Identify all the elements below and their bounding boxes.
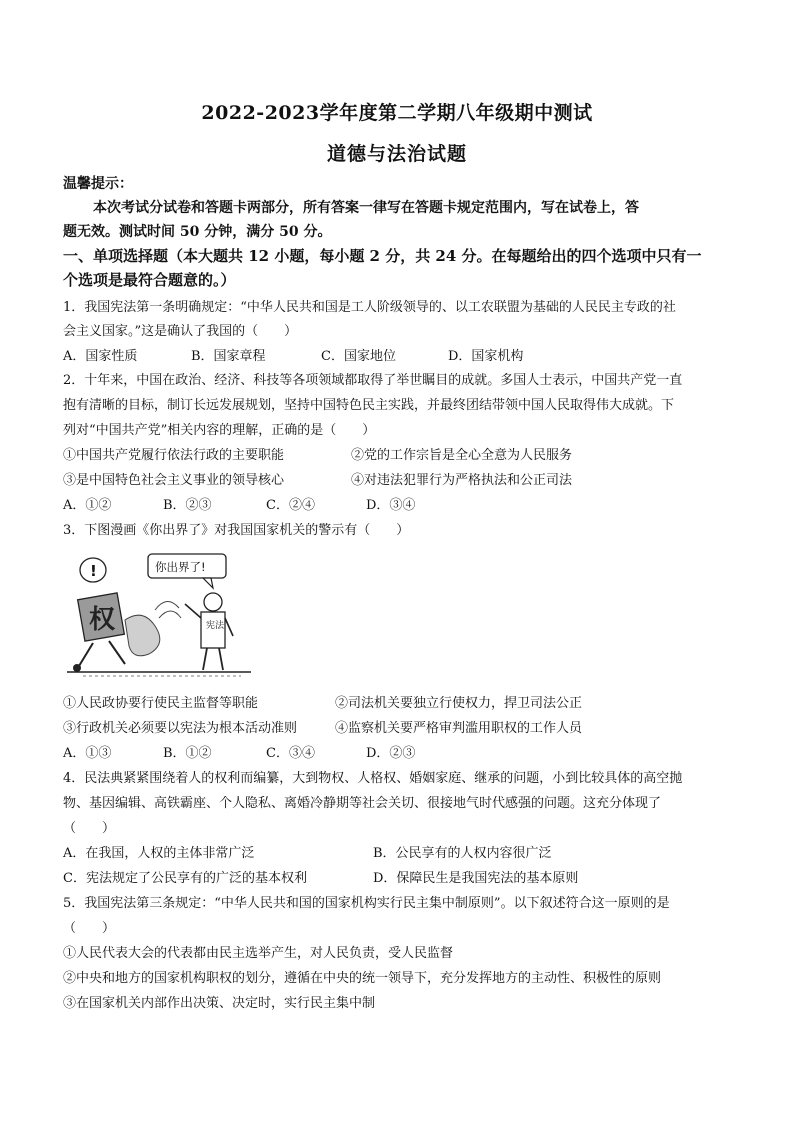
svg-text:!: ! [90,562,97,580]
q3-stem: 3．下图漫画《你出界了》对我国国家机关的警示有（ ） [63,523,410,538]
cartoon-bubble-text: 你出界了! [155,560,206,574]
section-heading-line-1: 一、单项选择题（本大题共 12 小题，每小题 2 分，共 24 分。在每题给出的四个选项中只有一 [63,247,702,265]
q1-option-b: B．国家章程 [191,349,266,364]
q1-stem-line-2: 会主义国家。”这是确认了我国的（ ） [63,324,298,339]
cartoon-law-label: 宪法 [206,621,225,631]
q2-stem-line-1: 2．十年来，中国在政治、经济、科技等各项领域都取得了举世瞩目的成就。多国人士表示，中国共产党一直 [63,373,683,388]
exam-title: 2022-2023学年度第二学期八年级期中测试 [201,102,593,124]
q2-option-d: D．③④ [366,498,416,513]
q1-option-c: C．国家地位 [321,349,396,364]
q4-option-b: B．公民享有的人权内容很广泛 [373,846,552,861]
tips-line-2: 题无效。测试时间 50 分钟，满分 50 分。 [63,224,332,240]
section-heading-line-2: 个选项是最符合题意的。） [63,271,236,289]
q3-statement-2: ②司法机关要独立行使权力，捍卫司法公正 [335,696,583,711]
q2-stem-line-3: 列对“中国共产党”相关内容的理解，正确的是（ ） [63,423,376,438]
q3-statement-4: ④监察机关要严格审判滥用职权的工作人员 [335,721,583,736]
q3-option-d: D．②③ [366,746,416,761]
q4-option-d: D．保障民生是我国宪法的基本原则 [373,871,579,886]
q4-stem-line-2: 物、基因编辑、高铁霸座、个人隐私、离婚冷静期等社会关切、很接地气时代感强的问题。这充分体现了 [63,796,662,811]
cartoon-power-character: 权 [89,605,116,635]
q5-statement-3: ③在国家机关内部作出决策、决定时，实行民主集中制 [63,996,376,1011]
cartoon-you-are-out-of-bounds [63,548,253,680]
q2-statement-3: ③是中国特色社会主义事业的领导核心 [63,473,285,488]
q2-option-b: B．②③ [163,498,212,513]
q5-stem-line-2: （ ） [63,921,116,936]
q3-option-a: A．①③ [63,746,112,761]
q3-statement-1: ①人民政协要行使民主监督等职能 [63,696,259,711]
q3-option-c: C．③④ [266,746,315,761]
q5-statement-1: ①人民代表大会的代表都由民主选举产生，对人民负责，受人民监督 [63,946,454,961]
q2-statement-4: ④对违法犯罪行为严格执法和公正司法 [351,473,573,488]
q2-statement-1: ①中国共产党履行依法行政的主要职能 [63,448,285,463]
q2-option-a: A．①② [63,498,112,513]
exam-subtitle: 道德与法治试题 [326,143,467,165]
q1-option-a: A．国家性质 [63,349,138,364]
q1-option-d: D．国家机构 [448,349,524,364]
q4-option-c: C．宪法规定了公民享有的广泛的基本权利 [63,871,307,886]
q2-option-c: C．②④ [266,498,315,513]
q2-statement-2: ②党的工作宗旨是全心全意为人民服务 [351,448,573,463]
q1-stem-line-1: 1．我国宪法第一条明确规定：“中华人民共和国是工人阶级领导的、以工农联盟为基础的人民民主专政的社 [63,300,676,315]
tips-line-1: 本次考试分试卷和答题卡两部分，所有答案一律写在答题卡规定范围内，写在试卷上，答 [93,200,639,216]
q4-stem-line-1: 4．民法典紧紧围绕着人的权利而编纂，大到物权、人格权、婚姻家庭、继承的问题，小到比较具体的高空抛 [63,771,683,786]
q4-stem-line-3: （ ） [63,821,116,836]
q3-statement-3: ③行政机关必须要以宪法为根本活动准则 [63,721,298,736]
tips-label: 温馨提示： [63,176,133,192]
q2-stem-line-2: 抱有清晰的目标，制订长远发展规划，坚持中国特色民主实践，并最终团结带领中国人民取得伟大成就。下 [63,398,675,413]
q4-option-a: A．在我国，人权的主体非常广泛 [63,846,255,861]
q5-statement-2: ②中央和地方的国家机构职权的划分，遵循在中央的统一领导下，充分发挥地方的主动性、积极性的原则 [63,971,662,986]
q5-stem-line-1: 5．我国宪法第三条规定：“中华人民共和国的国家机构实行民主集中制原则”。以下叙述符合这一原则的是 [63,896,670,911]
q3-option-b: B．①② [163,746,212,761]
